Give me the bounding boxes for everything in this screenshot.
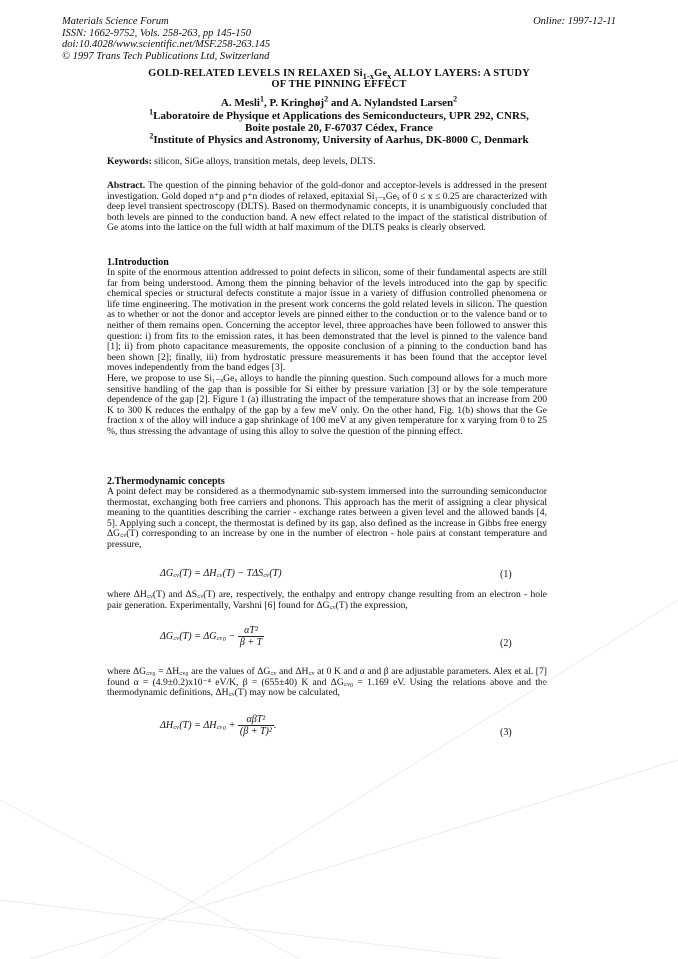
title-line-1 xyxy=(62,68,616,82)
paragraph: In spite of the enormous attention addressed to point defects in silicon, some of their fundamental aspects are still far from being understood. Among them the pinning behavior of the levels introduced into the gap by specific chemical species or structural defects constitute a major issue in a variety of diffusion controlled phenomena or life time engineering. The motivation in the present work concerns the gold related levels in silicon. The question as to whether or not the donor and acceptor levels are pinned either to the conduction or to the valence band or to neither of them remains open. Concerning the acceptor level, three approaches have been followed to answer this question: i) from fits to the emission rates, it has been demonstrated that the level is pinned to the valence band [1]; ii) from photo capacitance measurements, the opposite conclusion of a pinning to the conduction band has been shown [2]; finally, iii) from hydrostatic pressure measurements it has been found that the acceptor level moves independently from the band edges [3]. xyxy=(107,267,547,374)
affil-text: Laboratoire de Physique et Applications des Semiconducteurs, UPR 292, CNRS, xyxy=(153,110,529,122)
keywords-text: silicon, SiGe alloys, transition metals, deep levels, DLTS. xyxy=(151,156,376,167)
affil-text: Boite postale 20, F-67037 Cédex, France xyxy=(245,122,433,134)
author-affil-mark: 1 xyxy=(259,94,264,104)
author-name: , P. Kringhøj xyxy=(263,97,325,109)
abstract-label: Abstract. xyxy=(107,180,146,191)
section-introduction xyxy=(107,257,547,438)
fraction-numerator: αβT² xyxy=(238,714,274,726)
title-sub: x xyxy=(387,72,392,82)
paragraph: A point defect may be considered as a thermodynamic sub-system immersed into the surrounding semiconductor thermostat, exchanging both free carriers and phonons. This approach has the merit of assigning a clear physical meaning to the quantities describing the carrier - exchange rates between a given level and the allowed bands [4, 5]. Applying such a concept, the thermostat is defined by its gap, also defined as the increase in Gibbs free energy ΔG꜀ᵥ(T) corresponding to an increase by one in the number of electron - hole pairs at constant temperature and pressure, xyxy=(107,486,547,550)
doi: doi:10.4028/www.scientific.net/MSF.258-263.145 xyxy=(62,39,271,50)
equation-3-number: (3) xyxy=(500,727,512,738)
paragraph: where ΔH꜀ᵥ(T) and ΔS꜀ᵥ(T) are, respectively, the enthalpy and entropy change resulting from an electron - hole pair generation. Experimentally, Varshni [6] found for ΔG꜀ᵥ(T) the expression, xyxy=(107,589,547,611)
keywords-label: Keywords: xyxy=(107,156,152,167)
paragraph: Here, we propose to use Si₁₋ₓGeₓ alloys to handle the pinning question. Such compound allows for a much more sensitive handling of the gap than is possible for Si either by pressure variation [3] or by the sole temperature dependence of the gap [2]. Figure 1 (a) illustrating the impact of the temperature shows that an increase from 200 K to 300 K reduces the enthalpy of the gap by a few meV only. On the other hand, Fig. 1(b) shows that the Ge fraction x of the alloy will induce a gap shrinkage of 100 meV at any given temperature for x varying from 0 to 25 %, thus stressing the advantage of using this alloy to solve the question of the pinning effect. xyxy=(107,372,547,437)
equation-lhs: ΔG꜀ᵥ(T) = ΔG꜀ᵥ₀ − xyxy=(160,630,236,642)
section-heading: 1.Introduction xyxy=(107,257,169,268)
affiliation-1 xyxy=(62,107,616,134)
affil-mark: 1 xyxy=(149,107,154,117)
online-date: Online: 1997-12-11 xyxy=(533,16,616,27)
equation-tail: . xyxy=(273,719,277,731)
author-list xyxy=(62,94,616,109)
section-heading: 2.Thermodynamic concepts xyxy=(107,476,225,487)
title-sub: 1-x xyxy=(362,72,375,82)
section-thermodynamic xyxy=(107,476,547,551)
issn: ISSN: 1662-9752, Vols. 258-263, pp 145-150 xyxy=(62,27,251,39)
fraction-denominator: β + T xyxy=(239,637,263,648)
affil-mark: 2 xyxy=(149,131,154,141)
paper-title xyxy=(62,68,616,90)
equation-2 xyxy=(160,625,264,648)
abstract-text: The question of the pinning behavior of the gold-donor and acceptor-levels is addressed in the present investigation. Gold doped n⁺p and p⁺n diodes of relaxed, epitaxial Si₁₋ₓGeₓ of 0 ≤ x ≤ 0.25 are characterized with deep level transient spectroscopy (DLTS). Based on thermodynamic concepts, it is unambiguously concluded that both levels are pinned to the conduction band. A new effect related to the impact of the statistical distribution of Ge atoms into the lattice on the full width at half maximum of the DLTS peaks is clearly observed. xyxy=(107,180,547,234)
equation-fraction xyxy=(238,714,274,737)
journal-name: Materials Science Forum xyxy=(62,16,169,27)
abstract xyxy=(107,181,547,234)
fraction-denominator: (β + T)² xyxy=(239,726,272,737)
keywords xyxy=(107,157,547,168)
paragraph: where ΔG꜀ᵥ₀ = ΔH꜀ᵥ₀ are the values of ΔG꜀ᵥ and ΔH꜀ᵥ at 0 K and α and β are adjustable parameters. Alex et al. [7] found α = (4.9±0.2)x10⁻⁴ eV/K, β = (655±40) K and ΔG꜀ᵥ₀ = 1.169 eV. Using the relations above and the thermodynamic definitions, ΔH꜀ᵥ(T) may now be calculated, xyxy=(107,666,547,699)
affiliation-2 xyxy=(62,131,616,146)
title-line-2: OF THE PINNING EFFECT xyxy=(271,79,407,90)
title-part: Ge xyxy=(374,68,388,79)
title-part: GOLD-RELATED LEVELS IN RELAXED Si xyxy=(148,68,363,79)
title-part: ALLOY LAYERS: A STUDY xyxy=(391,68,530,79)
paragraph-after-eq2 xyxy=(107,667,547,699)
fraction-numerator: αT² xyxy=(238,625,264,637)
author-name: and A. Nylandsted Larsen xyxy=(328,97,454,109)
paragraph-after-eq1 xyxy=(107,590,547,611)
equation-1-number: (1) xyxy=(500,569,512,580)
equation-3 xyxy=(160,714,276,737)
equation-2-number: (2) xyxy=(500,638,512,649)
author-affil-mark: 2 xyxy=(453,94,458,104)
equation-fraction xyxy=(238,625,264,648)
author-affil-mark: 2 xyxy=(324,94,329,104)
copyright: © 1997 Trans Tech Publications Ltd, Switzerland xyxy=(62,50,270,62)
journal-header xyxy=(62,16,270,62)
equation-1: ΔG꜀ᵥ(T) = ΔH꜀ᵥ(T) − TΔS꜀ᵥ(T) xyxy=(160,568,282,579)
affil-text: Institute of Physics and Astronomy, University of Aarhus, DK-8000 C, Denmark xyxy=(153,134,529,146)
author-name: A. Mesli xyxy=(220,97,260,109)
equation-lhs: ΔH꜀ᵥ(T) = ΔH꜀ᵥ₀ + xyxy=(160,719,236,731)
